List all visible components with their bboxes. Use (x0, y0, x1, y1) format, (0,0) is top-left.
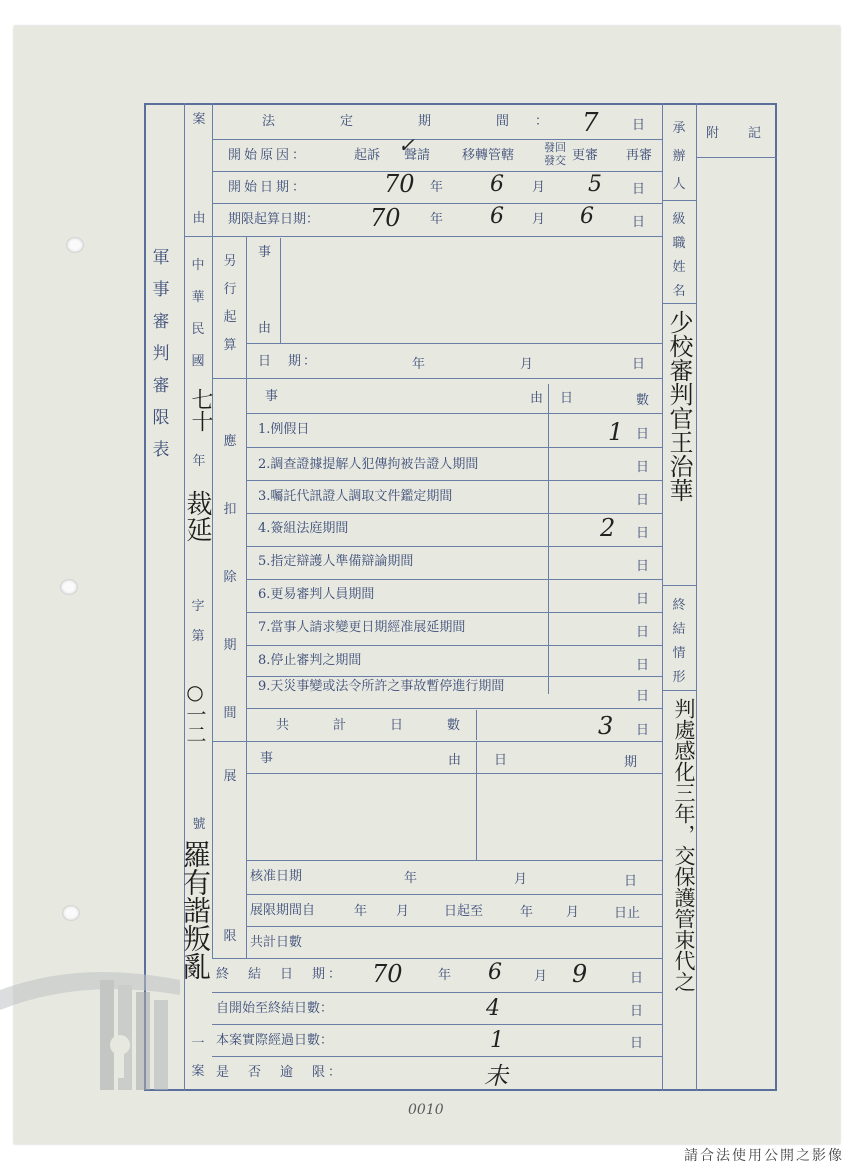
extend-col-reason: 事 (260, 751, 274, 766)
recalc-section-label: 另行起算 (223, 254, 237, 353)
punch-hole (62, 905, 80, 921)
deduct-item: 4.簽組法庭期間 (258, 521, 349, 536)
deduct-total-days: 3 (598, 712, 614, 740)
overdue-label: 是 否 逾 限： (216, 1065, 345, 1080)
case-label: 由 (192, 211, 206, 226)
deduct-total-label: 共 計 日 數 (276, 718, 467, 733)
recalc-reason-label: 事 (258, 245, 272, 260)
cause-transfer: 移轉管轄 (462, 148, 515, 163)
cause-prosecution: 起訴 (354, 148, 381, 163)
cause-check-mark: ✓ (398, 133, 415, 157)
officer-label: 承辦人 (672, 121, 686, 192)
form-title: 軍事審判審限表 (152, 248, 170, 460)
end-day: 9 (572, 960, 588, 988)
case-word-handwritten: 裁延 (182, 490, 212, 542)
actual-days-label: 本案實際經過日數： (216, 1033, 334, 1048)
cause-remand: 發回 (544, 141, 566, 154)
end-date-label: 終 結 日 期： (216, 967, 345, 982)
cause-reopen: 再審 (626, 148, 653, 163)
cause-petition: 聲請 (404, 148, 431, 163)
result-label: 終結情形 (672, 598, 686, 685)
cause-retrial: 更審 (572, 148, 599, 163)
deduct-item: 5.指定辯護人準備辯論期間 (258, 554, 414, 569)
archive-watermark-logo (0, 950, 220, 1110)
actual-days: 1 (490, 1028, 504, 1053)
deduct-item: 9.天災事變或法令所許之事故暫停進行期間 (258, 679, 505, 694)
officer-rank-name-label: 級職姓名 (672, 212, 686, 299)
legal-period-value: 7 (582, 108, 599, 138)
remarks-label: 附 記 (706, 126, 770, 141)
deduct-item: 1.例假日 (258, 422, 310, 437)
limit-date-label: 期限起算日期： (228, 212, 320, 227)
year-handwritten: 七十 (188, 388, 213, 432)
cause-assign: 發交 (544, 154, 566, 167)
extend-total-label: 共計日數 (250, 935, 303, 950)
deduct-item: 7.當事人請求變更日期經准展延期間 (258, 620, 466, 635)
officer-name-handwritten: 少校審判官王治華 (665, 310, 693, 502)
deduct-col-reason: 事 (265, 389, 279, 404)
start-year: 70 (384, 170, 415, 198)
case-word-unit: 字第 (191, 599, 205, 644)
limit-year: 70 (370, 204, 401, 232)
start-cause-label: 開始原因： (228, 148, 309, 163)
footer-notice: 請合法使用公開之影像 (684, 1148, 844, 1164)
page-stamp-number: 0010 (408, 1102, 444, 1118)
era-label: 中華民國 (191, 258, 205, 369)
extend-approve-label: 核准日期 (250, 869, 303, 884)
punch-hole (66, 237, 84, 253)
extend-period-label: 展限期間自 (250, 903, 316, 918)
start-month: 6 (490, 172, 504, 197)
deduct-days: 1 (608, 418, 624, 446)
start-date-label: 開始日期： (228, 180, 309, 195)
punch-hole (60, 579, 78, 595)
case-number-handwritten: ○一二 (183, 680, 207, 744)
deduct-item: 2.調查證據提解人犯傳拘被告證人期間 (258, 457, 479, 472)
extend-col-date: 日 (494, 753, 508, 768)
deduct-section-label: 應扣除期間 (223, 434, 237, 721)
case-name-handwritten: 羅有諧叛亂 (179, 840, 212, 980)
overdue-value: 未 (484, 1062, 508, 1090)
deduct-item: 8.停止審判之期間 (258, 653, 362, 668)
limit-month: 6 (490, 204, 504, 229)
start-to-end-days: 4 (486, 996, 500, 1021)
deduct-item: 3.囑託代訊證人調取文件鑑定期間 (258, 489, 453, 504)
end-month: 6 (488, 960, 502, 985)
case-label: 案 (192, 112, 206, 127)
end-year: 70 (372, 960, 403, 988)
limit-day: 6 (580, 204, 594, 229)
recalc-date-label: 日 期： (258, 354, 319, 369)
start-to-end-label: 自開始至終結日數： (216, 1001, 334, 1016)
legal-period-label: 法 定 期 間： (262, 114, 575, 129)
year-unit: 年 (192, 454, 206, 469)
result-handwritten: 判處感化三年，交保護管束代之 (672, 698, 696, 992)
deduct-item: 6.更易審判人員期間 (258, 587, 375, 602)
start-day: 5 (588, 172, 602, 197)
extend-section-label: 展 (223, 769, 237, 784)
case-number-unit: 號 (192, 817, 206, 832)
deduct-col-days: 日 (560, 391, 574, 406)
deduct-days: 2 (600, 514, 616, 542)
case-suffix: 一案 (191, 1036, 205, 1079)
